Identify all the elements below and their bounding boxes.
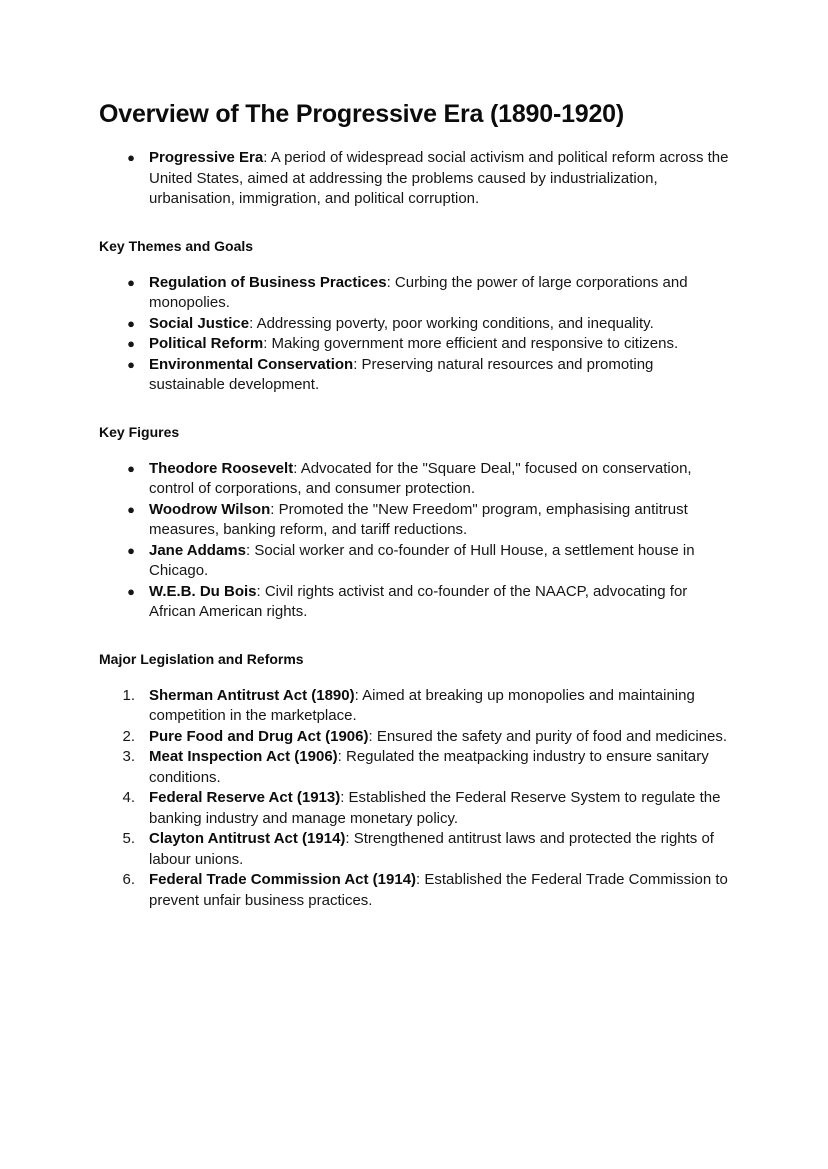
bullet-icon: ● [127,501,135,517]
bullet-icon: ● [127,356,135,372]
list-item-text: : Addressing poverty, poor working conditions, and inequality. [249,314,654,332]
list-item [99,747,729,788]
list-number: 5. [122,830,135,847]
list-item-text: : Strengthened antitrust laws and protected the rights of labour unions. [149,830,714,868]
list-item-text: : Making government more efficient and responsive to citizens. [263,335,679,352]
list-item-term: Federal Trade Commission Act (1914) [149,871,417,888]
list-item [99,314,729,335]
list-item-term: Clayton Antitrust Act (1914) [149,830,346,847]
list-item [99,459,729,500]
bullet-icon: ● [127,150,135,165]
list-item-text: : Regulated the meatpacking industry to ensure sanitary conditions. [149,748,709,786]
list-item-term: Theodore Roosevelt [149,459,294,477]
spacer [99,210,729,236]
list-item-term: Pure Food and Drug Act (1906) [149,727,369,745]
spacer [99,442,729,459]
list-item [99,148,729,210]
list-item-text: : Preserving natural resources and promoting sustainable development. [149,355,654,393]
list-item-term: Regulation of Business Practices [149,273,387,291]
list-item-term: Federal Reserve Act (1913) [149,789,341,806]
list-item [99,582,729,623]
intro-bullet-list [99,148,729,210]
section-heading-key-figures: Key Figures [99,423,180,440]
list-item-term: Progressive Era [149,149,264,166]
list-item [99,355,729,396]
list-item-term: Meat Inspection Act (1906) [149,748,338,765]
list-number: 2. [122,727,135,745]
spacer [99,396,729,422]
spacer [99,256,729,273]
list-item-text: : Curbing the power of large corporations and monopolies. [149,273,688,311]
section-heading-key-themes: Key Themes and Goals [99,237,254,254]
list-number: 4. [122,789,135,806]
bullet-icon: ● [127,583,135,599]
list-item-text: : Ensured the safety and purity of food and medicines. [368,727,728,745]
document-content [99,98,729,911]
list-item-term: Social Justice [149,314,250,332]
list-item [99,500,729,541]
list-item-text: : Established the Federal Reserve System to regulate the banking industry and manage monetary policy. [149,789,721,827]
list-item-text: : Advocated for the "Square Deal," focused on conservation, control of corporations, and consumer protection. [149,459,692,497]
list-item-text: : Social worker and co-founder of Hull House, a settlement house in Chicago. [149,541,695,579]
list-item [99,727,729,748]
major-legislation-list [99,686,729,912]
key-themes-list [99,273,729,396]
bullet-icon: ● [127,542,135,558]
spacer [99,669,729,686]
list-number: 3. [122,748,135,765]
bullet-icon: ● [127,315,135,331]
list-item [99,541,729,582]
list-item-term: W.E.B. Du Bois [149,582,257,600]
bullet-icon: ● [127,460,135,476]
bullet-icon: ● [127,336,135,351]
list-item [99,829,729,870]
list-item-text: : Civil rights activist and co-founder of the NAACP, advocating for African American rights. [149,582,688,620]
list-item [99,870,729,911]
list-number: 1. [122,686,135,704]
list-item-text: : Aimed at breaking up monopolies and maintaining competition in the marketplace. [149,686,695,724]
section-heading-major-legislation: Major Legislation and Reforms [99,650,304,667]
key-figures-list [99,459,729,623]
list-item-term: Political Reform [149,335,264,352]
list-item-term: Sherman Antitrust Act (1890) [149,686,355,704]
list-item [99,273,729,314]
list-item [99,686,729,727]
bullet-icon: ● [127,274,135,290]
list-item-text: : Promoted the "New Freedom" program, emphasising antitrust measures, banking reform, and tariff reductions. [149,500,688,538]
list-item-text: : A period of widespread social activism and political reform across the United States, aimed at addressing the problems caused by industrialization, urbanisation, immigration, and political corruption. [149,149,729,207]
page-title: Overview of The Progressive Era (1890-1920) [99,100,625,128]
list-item-text: : Established the Federal Trade Commission to prevent unfair business practices. [149,871,728,909]
list-item [99,334,729,355]
list-item-term: Environmental Conservation [149,355,354,373]
list-item-term: Jane Addams [149,541,246,559]
spacer [99,623,729,649]
list-item-term: Woodrow Wilson [149,500,271,518]
list-number: 6. [122,871,135,888]
list-item [99,788,729,829]
